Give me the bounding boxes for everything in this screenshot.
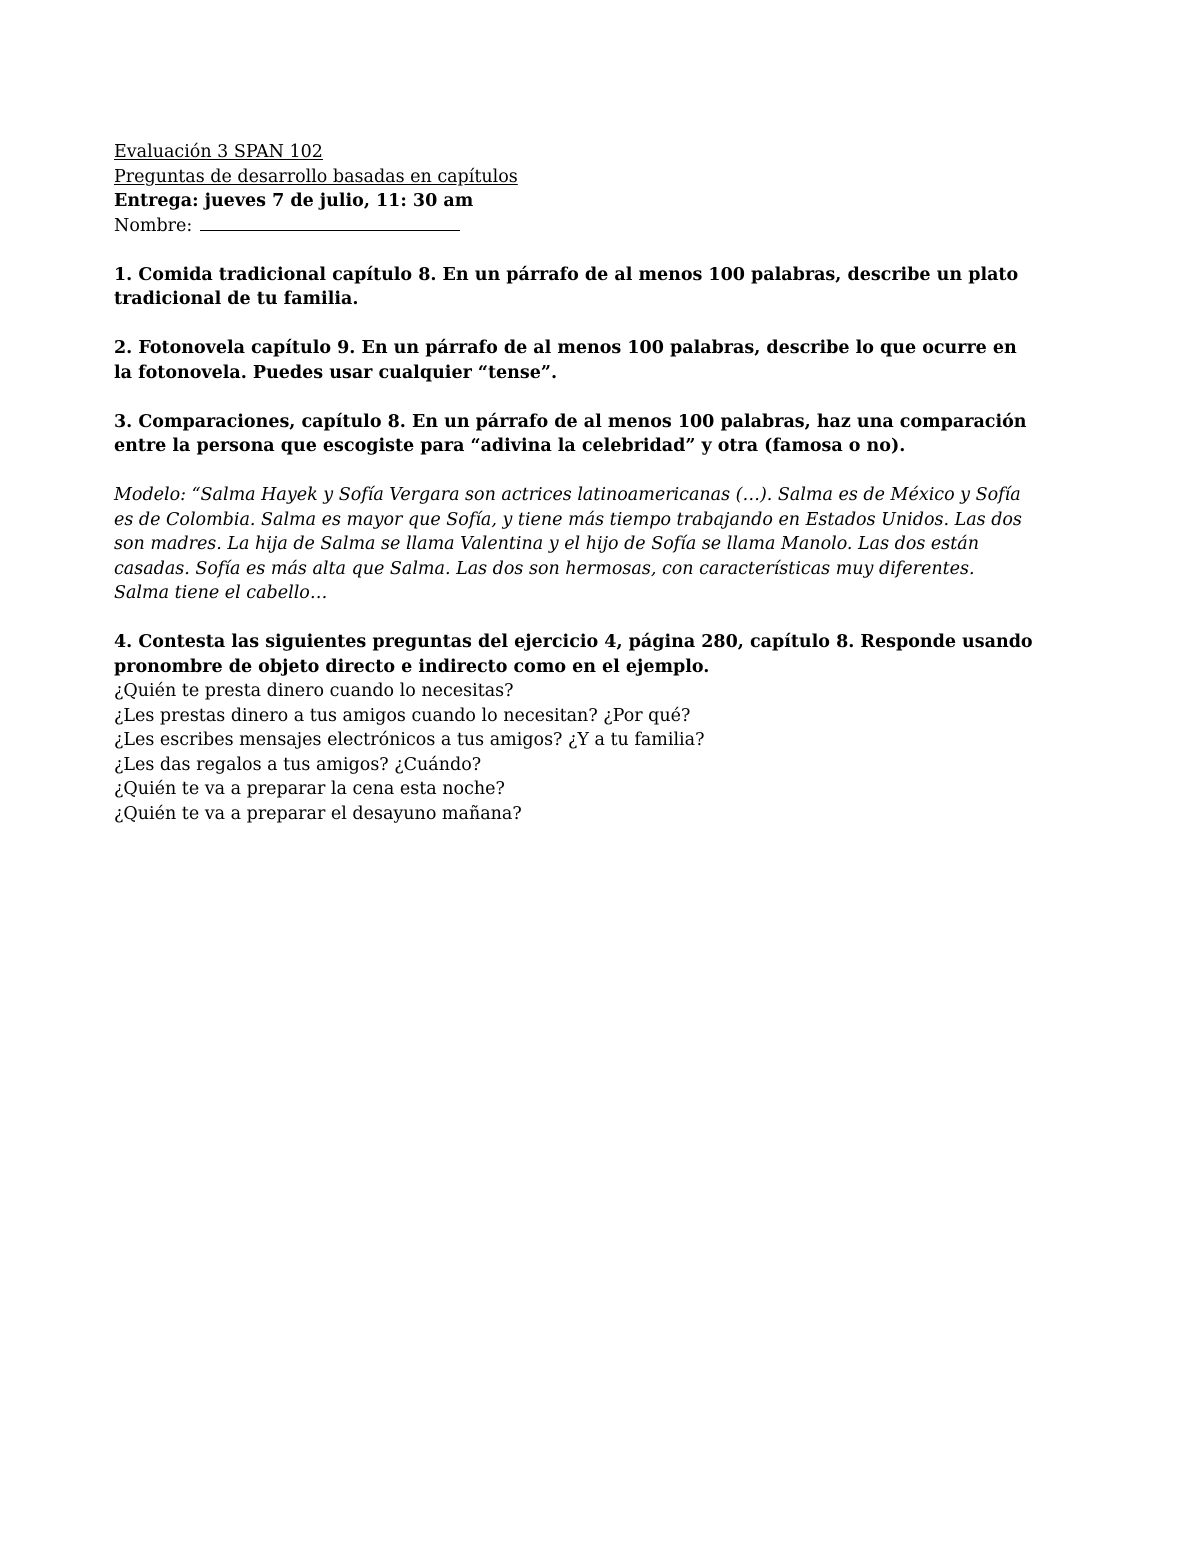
due-date: Entrega: jueves 7 de julio, 11: 30 am — [114, 191, 474, 211]
name-label: Nombre: — [114, 215, 193, 236]
list-item: ¿Quién te va a preparar la cena esta noche? — [114, 779, 505, 799]
document-page — [114, 140, 1034, 826]
list-item: ¿Les escribes mensajes electrónicos a tus amigos? ¿Y a tu familia? — [114, 730, 705, 750]
model-paragraph: Modelo: “Salma Hayek y Sofía Vergara son actrices latinoamericanas (…). Salma es de México y Sofía es de Colombia. Salma es mayor que Sofía, y tiene más tiempo trabajando en Estados Unidos. Las dos son madres. La hija de Salma se llama Valentina y el hijo de Sofía se llama Manolo. Las dos están casadas. Sofía es más alta que Salma. Las dos son hermosas, con características muy diferentes. Salma tiene el cabello… — [114, 485, 1022, 603]
document-title: Evaluación 3 SPAN 102 — [114, 142, 323, 162]
list-item: ¿Quién te presta dinero cuando lo necesitas? — [114, 681, 514, 701]
question-3: 3. Comparaciones, capítulo 8. En un párrafo de al menos 100 palabras, haz una comparación entre la persona que escogiste para “adivina la celebridad” y otra (famosa o no). — [114, 411, 1027, 456]
list-item: ¿Quién te va a preparar el desayuno mañana? — [114, 803, 522, 824]
name-blank-line — [200, 216, 460, 231]
list-item: ¿Les prestas dinero a tus amigos cuando lo necesitan? ¿Por qué? — [114, 705, 691, 726]
question-1: 1. Comida tradicional capítulo 8. En un párrafo de al menos 100 palabras, describe un plato tradicional de tu familia. — [114, 264, 1019, 309]
list-item: ¿Les das regalos a tus amigos? ¿Cuándo? — [114, 754, 482, 775]
question-4-list — [114, 679, 1034, 826]
question-2: 2. Fotonovela capítulo 9. En un párrafo de al menos 100 palabras, describe lo que ocurre en la fotonovela. Puedes usar cualquier “tense”. — [114, 338, 1017, 383]
question-4: 4. Contesta las siguientes preguntas del ejercicio 4, página 280, capítulo 8. Responde usando pronombre de objeto directo e indirecto como en el ejemplo. — [114, 632, 1033, 677]
document-subtitle: Preguntas de desarrollo basadas en capítulos — [114, 166, 518, 187]
name-row — [114, 214, 1034, 239]
